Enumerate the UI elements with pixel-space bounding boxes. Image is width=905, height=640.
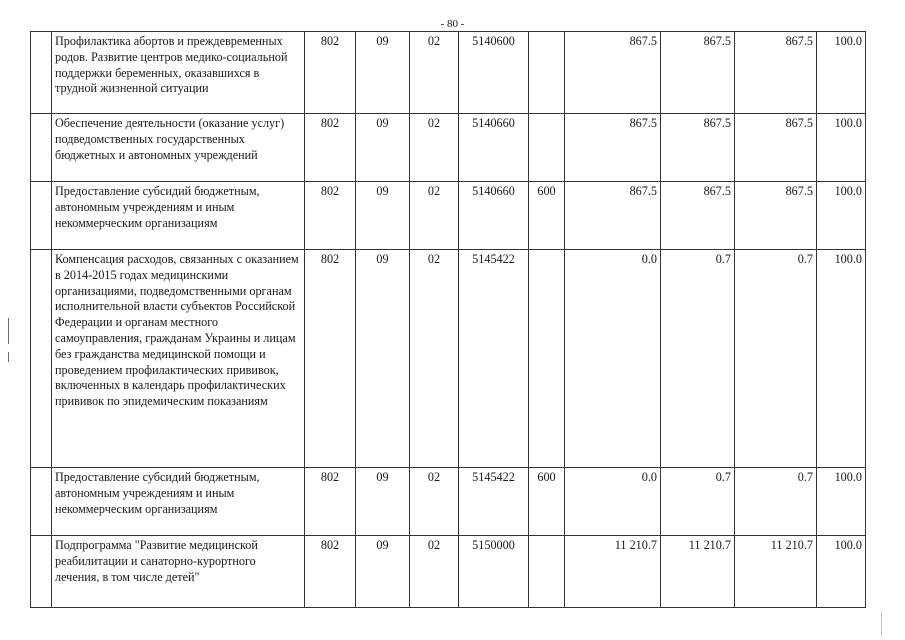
expense-type-cell: [529, 250, 565, 468]
percent-cell: 100.0: [817, 468, 866, 536]
scan-mark: [8, 352, 9, 362]
percent-cell: 100.0: [817, 250, 866, 468]
percent-cell: 100.0: [817, 536, 866, 608]
amount-cell-2: 867.5: [661, 114, 735, 182]
budget-table: [30, 31, 866, 608]
amount-cell-1: 867.5: [565, 114, 661, 182]
subsection-code-cell: 02: [410, 182, 459, 250]
item-name-cell: Обеспечение деятельности (оказание услуг) подведомственных государственных бюджетных и автономных учреждений: [52, 114, 305, 182]
section-code-cell: 09: [356, 536, 410, 608]
row-gutter-cell: [31, 114, 52, 182]
target-article-cell: 5145422: [459, 468, 529, 536]
target-article-cell: 5145422: [459, 250, 529, 468]
amount-cell-1: 867.5: [565, 32, 661, 114]
ministry-code-cell: 802: [305, 250, 356, 468]
section-code-cell: 09: [356, 250, 410, 468]
expense-type-cell: 600: [529, 182, 565, 250]
item-name-cell: Профилактика абортов и преждевременных родов. Развитие центров медико-социальной поддержки беременных, оказавшихся в трудной жизненной ситуации: [52, 32, 305, 114]
percent-cell: 100.0: [817, 182, 866, 250]
expense-type-cell: 600: [529, 468, 565, 536]
amount-cell-3: 867.5: [735, 32, 817, 114]
amount-cell-3: 0.7: [735, 250, 817, 468]
item-name-cell: Компенсация расходов, связанных с оказанием в 2014-2015 годах медицинскими организациями, подведомственными органам исполнительной власти субъектов Российской Федерации и органам местного самоуправления, гражданам Украины и лицам без гражданства медицинской помощи и проведением профилактических прививок, включенных в календарь профилактических прививок по эпидемическим показаниям: [52, 250, 305, 468]
table-row: [31, 468, 866, 536]
amount-cell-3: 867.5: [735, 114, 817, 182]
amount-cell-2: 0.7: [661, 468, 735, 536]
amount-cell-1: 867.5: [565, 182, 661, 250]
scan-mark: [8, 318, 9, 344]
section-code-cell: 09: [356, 182, 410, 250]
subsection-code-cell: 02: [410, 114, 459, 182]
section-code-cell: 09: [356, 468, 410, 536]
amount-cell-3: 11 210.7: [735, 536, 817, 608]
table-row: [31, 32, 866, 114]
amount-cell-3: 867.5: [735, 182, 817, 250]
amount-cell-2: 0.7: [661, 250, 735, 468]
row-gutter-cell: [31, 468, 52, 536]
row-gutter-cell: [31, 536, 52, 608]
item-name-cell: Предоставление субсидий бюджетным, автономным учреждениям и иным некоммерческим организациям: [52, 468, 305, 536]
row-gutter-cell: [31, 182, 52, 250]
expense-type-cell: [529, 536, 565, 608]
subsection-code-cell: 02: [410, 32, 459, 114]
table-row: [31, 250, 866, 468]
table-row: [31, 536, 866, 608]
ministry-code-cell: 802: [305, 536, 356, 608]
ministry-code-cell: 802: [305, 114, 356, 182]
amount-cell-2: 867.5: [661, 182, 735, 250]
expense-type-cell: [529, 32, 565, 114]
amount-cell-2: 867.5: [661, 32, 735, 114]
amount-cell-1: 0.0: [565, 468, 661, 536]
target-article-cell: 5140660: [459, 114, 529, 182]
expense-type-cell: [529, 114, 565, 182]
amount-cell-1: 0.0: [565, 250, 661, 468]
table-row: [31, 114, 866, 182]
ministry-code-cell: 802: [305, 32, 356, 114]
section-code-cell: 09: [356, 114, 410, 182]
row-gutter-cell: [31, 32, 52, 114]
section-code-cell: 09: [356, 32, 410, 114]
amount-cell-3: 0.7: [735, 468, 817, 536]
subsection-code-cell: 02: [410, 468, 459, 536]
percent-cell: 100.0: [817, 32, 866, 114]
amount-cell-1: 11 210.7: [565, 536, 661, 608]
table-row: [31, 182, 866, 250]
subsection-code-cell: 02: [410, 250, 459, 468]
scan-mark: [881, 612, 882, 636]
ministry-code-cell: 802: [305, 182, 356, 250]
subsection-code-cell: 02: [410, 536, 459, 608]
ministry-code-cell: 802: [305, 468, 356, 536]
target-article-cell: 5150000: [459, 536, 529, 608]
target-article-cell: 5140600: [459, 32, 529, 114]
row-gutter-cell: [31, 250, 52, 468]
page-number: - 80 -: [440, 18, 465, 30]
amount-cell-2: 11 210.7: [661, 536, 735, 608]
item-name-cell: Подпрограмма "Развитие медицинской реабилитации и санаторно-курортного лечения, в том числе детей": [52, 536, 305, 608]
percent-cell: 100.0: [817, 114, 866, 182]
item-name-cell: Предоставление субсидий бюджетным, автономным учреждениям и иным некоммерческим организациям: [52, 182, 305, 250]
target-article-cell: 5140660: [459, 182, 529, 250]
